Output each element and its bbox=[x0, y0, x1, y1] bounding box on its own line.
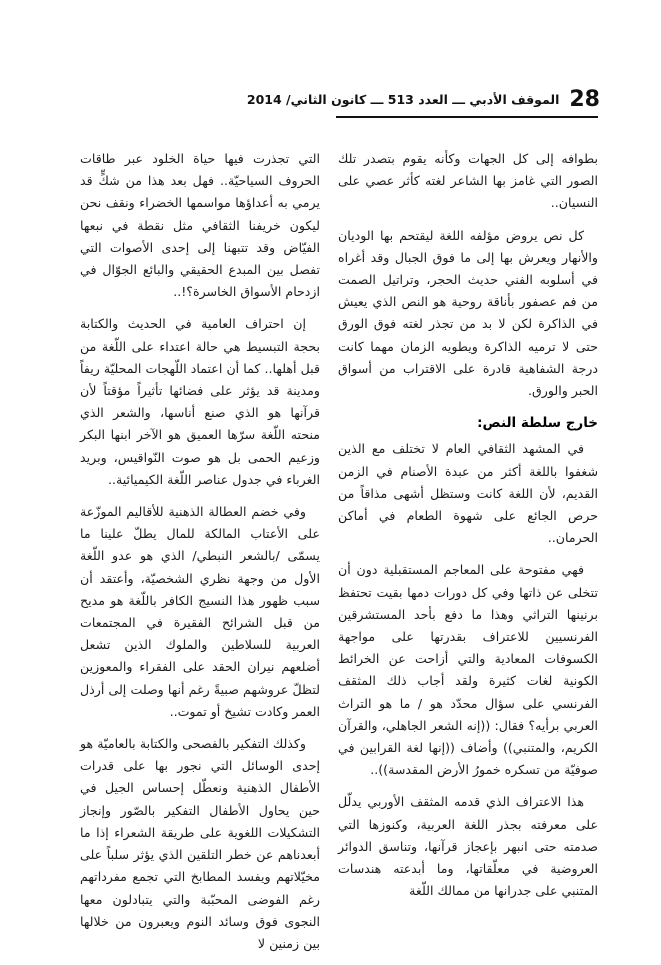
right-column bbox=[338, 148, 598, 913]
paragraph: كل نص يروض مؤلفه اللغة ليقتحم بها الوديان والأنهار ويعرش بها إلى ما فوق الجبال وقد أغراه في أسلوبه الفني حديث الحجر، وتراتيل الصمت من فم عصفور بأناقة روحية هو النص الذي يعيش في الذاكرة لكن لا بد من تجذر لغته فوق الورق حتى لا ترميه الذاكرة ويطويه الزمان مهما كانت درجة الشفاهية قادرة على الاقتراب من أسواق الحبر والورق. bbox=[338, 227, 598, 399]
page-number: 28 bbox=[569, 86, 600, 112]
page-header bbox=[246, 84, 600, 114]
paragraph: التي تجذرت فيها حياة الخلود عبر طاقات الحروف السياحيّة.. فهل بعد هذا من شكٍّ قد يرمي به أعداؤها مواسمها الخضراء ونقف نحن ليكون خريفنا الثقافي مثل نقطة في نبعها الفيّاض وقد تتبهنا إلى إحدى الأصوات التي تفصل بين المبدع الحقيقي والبائع الجوّال في ازدحام الأسواق الخاسرة؟!.. bbox=[80, 151, 320, 300]
paragraph: فهي مفتوحة على المعاجم المستقبلية دون أن تتخلى عن ذاتها وفي كل دورات دمها بقيت تحتفظ برنينها التراثي وهذا ما دفع بأحد المستشرقين الفرنسيين للاعتراف بقدرتها على مواجهة الكسوفات المعادية والتي أزاحت عن الخرائط الكونية لغات كثيرة ولقد أجاب ذلك المثقف الفرنسي على سؤال محدّد هو / ما هو التراث العربي برأيه؟ فقال: ((إنه الشعر الجاهلي، والقرآن الكريم، والمتنبي)) وأضاف ((إنها لغة القرابين في صوفيّة من تسكره خمورُ الأرض المقدسة)).. bbox=[338, 562, 598, 778]
paragraph: هذا الاعتراف الذي قدمه المثقف الأوربي يدلّل على معرفته بجذر اللغة العربية، وكنوزها التي صدمته حتى انبهر بإعجاز قرآنها، وتناسق الدوائر العروضية في معلّقاتها، وما أبدعته هندسات المتنبي على جدرانها من ممالك اللّغة bbox=[338, 794, 598, 899]
paragraph: بطوافه إلى كل الجهات وكأنه يقوم بتصدر تلك الصور التي غامز بها الشاعر لغته كأثر عصي على النسيان.. bbox=[338, 151, 598, 211]
paragraph: في المشهد الثقافي العام لا تختلف مع الذين شغفوا باللغة أكثر من عبدة الأصنام في الزمن القديم، لأن اللغة كانت وستظل أشهى مذاقاً من حرص الجائع على شهوة الطعام في أماكن الحرمان.. bbox=[338, 441, 598, 546]
paragraph: وكذلك التفكير بالفصحى والكتابة بالعاميّة هو إحدى الوسائل التي نجور بها على قدرات الأطفال الذهنية ونعطّل إحساس الجيل في حين يحاول الأطفال التفكير بالصّور وإنجاز التشكيلات اللغوية على طريقة الشعراء إذا ما أبعدناهم عن خطر التلقين الذي يؤثر سلباً على مخيّلاتهم ويفسد المطابخ التي تجمع مفرداتهم رغم الفوضى المحبّبة والتي يتبادلون معها النجوى فوق وسائد النوم ويعبرون من خلالها بين زمنين لا bbox=[80, 736, 320, 951]
running-head: الموقف الأدبي ـــ العدد 513 ـــ كانون الثاني/ 2014 bbox=[246, 91, 560, 107]
paragraph: وفي خضم العطالة الذهنية للأقاليم الموزّعة على الأعتاب المالكة للمال يطلّ علينا ما يسمّى /بالشعر النبطي/ الذي هو عدو اللّغة الأول من وجهة نظري الشخصيّة، وأعتقد أن سبب ظهور هذا النسيج الكافر باللّغة هو مديح من قبل الشرائح الفقيرة في المجتمعات العربية للسلاطين والملوك الذين تشعل أضلعهم نيران الحقد على الفقراء والمعوزين لتظلّ عروشهم صبيةً رغم أنها وصلت إلى أرذل العمر وكادت تشيخ أو تموت.. bbox=[80, 504, 320, 719]
header-rule bbox=[336, 116, 598, 118]
section-heading: خارج سلطة النص: bbox=[477, 415, 598, 432]
left-column bbox=[80, 148, 320, 965]
paragraph: إن احتراف العامية في الحديث والكتابة بحجة التبسيط هي حالة اعتداء على اللّغة من قبل أهلها.. كما أن اعتماد اللّهجات المحليّة ريفاً ومدينة قد يؤثر على فضائها تأثيراً مؤقتاً لأن قرآنها هو الذي صنع أناسها، والشعر الذي منحته اللّغة سرّها العميق هو الآخر ابنها البكر وزعيم الحمى بل هو صوت النّواقيس، وبريد الغرباء في جدول عناصر اللّغة الكيميائية.. bbox=[80, 316, 320, 487]
